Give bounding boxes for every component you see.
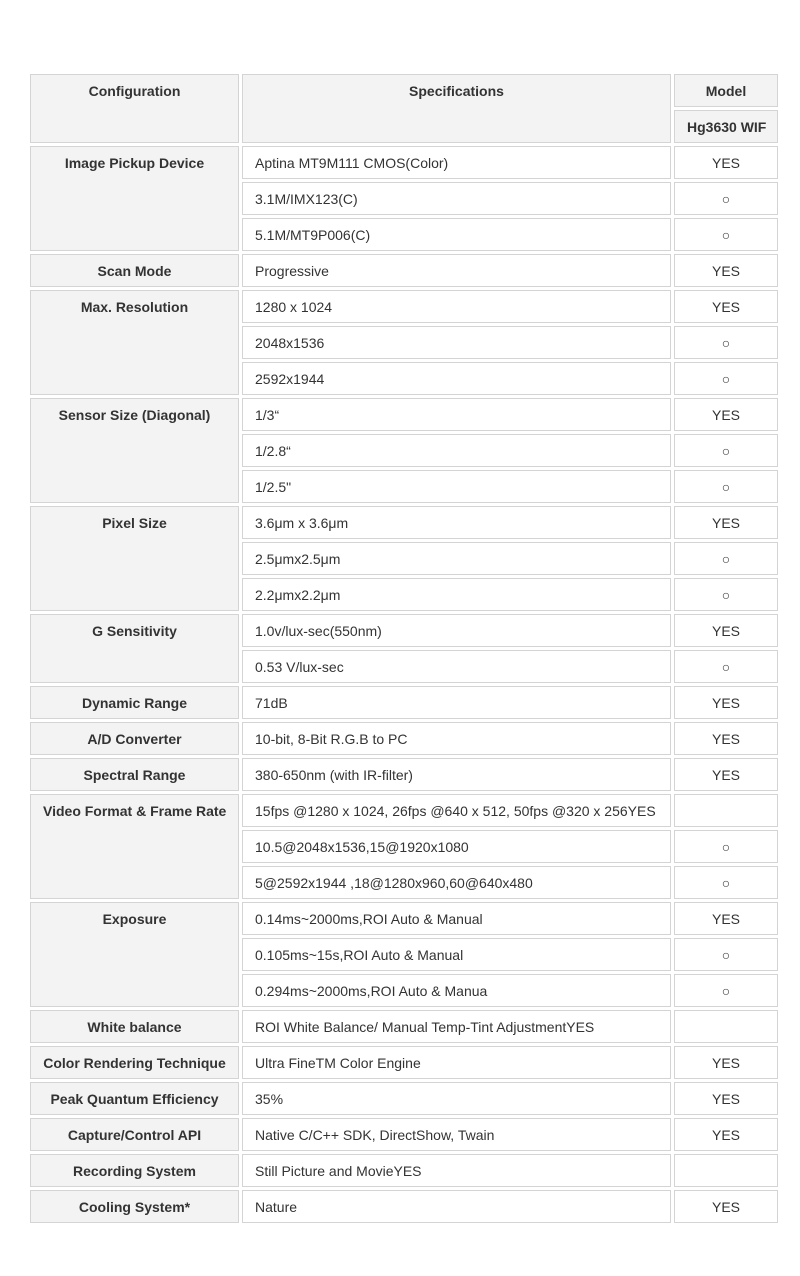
spec-value: 0.105ms~15s,ROI Auto & Manual: [242, 938, 671, 971]
header-configuration: Configuration: [30, 74, 239, 143]
spec-value: Ultra FineTM Color Engine: [242, 1046, 671, 1079]
model-value: ○: [674, 866, 778, 899]
model-value: ○: [674, 434, 778, 467]
config-label: Dynamic Range: [30, 686, 239, 719]
model-value: YES: [674, 722, 778, 755]
table-row: [30, 254, 778, 287]
spec-value: 71dB: [242, 686, 671, 719]
spec-value: 2592x1944: [242, 362, 671, 395]
model-value: ○: [674, 578, 778, 611]
table-row: [30, 1154, 778, 1187]
spec-value: 1/2.8“: [242, 434, 671, 467]
model-value: ○: [674, 542, 778, 575]
table-row: [30, 506, 778, 539]
spec-value: 5@2592x1944 ,18@1280x960,60@640x480: [242, 866, 671, 899]
table-row: [30, 902, 778, 935]
config-label: White balance: [30, 1010, 239, 1043]
spec-value: 380-650nm (with IR-filter): [242, 758, 671, 791]
table-row: [30, 758, 778, 791]
config-label: Recording System: [30, 1154, 239, 1187]
model-value: ○: [674, 830, 778, 863]
spec-value: 0.53 V/lux-sec: [242, 650, 671, 683]
spec-value: ROI White Balance/ Manual Temp-Tint AdjustmentYES: [242, 1010, 671, 1043]
config-label: G Sensitivity: [30, 614, 239, 683]
spec-table: [27, 71, 781, 1226]
table-row: [30, 398, 778, 431]
spec-value: 35%: [242, 1082, 671, 1115]
spec-value: 0.294ms~2000ms,ROI Auto & Manua: [242, 974, 671, 1007]
spec-value: 2.2μmx2.2μm: [242, 578, 671, 611]
config-label: Color Rendering Technique: [30, 1046, 239, 1079]
config-label: Capture/Control API: [30, 1118, 239, 1151]
model-value: [674, 1010, 778, 1043]
spec-value: 10.5@2048x1536,15@1920x1080: [242, 830, 671, 863]
spec-value: 3.1M/IMX123(C): [242, 182, 671, 215]
model-value: ○: [674, 218, 778, 251]
table-row: [30, 1010, 778, 1043]
spec-value: 3.6μm x 3.6μm: [242, 506, 671, 539]
model-value: ○: [674, 182, 778, 215]
spec-value: Nature: [242, 1190, 671, 1223]
config-label: Sensor Size (Diagonal): [30, 398, 239, 503]
model-value: YES: [674, 614, 778, 647]
table-row: [30, 1118, 778, 1151]
model-value: [674, 1154, 778, 1187]
table-row: [30, 146, 778, 179]
header-model: Model: [674, 74, 778, 107]
spec-value: 1/3“: [242, 398, 671, 431]
header-specifications: Specifications: [242, 74, 671, 143]
model-value: YES: [674, 1046, 778, 1079]
table-row: [30, 1082, 778, 1115]
model-value: ○: [674, 938, 778, 971]
spec-value: 2048x1536: [242, 326, 671, 359]
config-label: Max. Resolution: [30, 290, 239, 395]
spec-value: 1.0v/lux-sec(550nm): [242, 614, 671, 647]
model-value: YES: [674, 1118, 778, 1151]
model-value: YES: [674, 758, 778, 791]
table-row: [30, 290, 778, 323]
model-value: YES: [674, 254, 778, 287]
config-label: Exposure: [30, 902, 239, 1007]
spec-value: Progressive: [242, 254, 671, 287]
spec-value: 10-bit, 8-Bit R.G.B to PC: [242, 722, 671, 755]
spec-value: Native C/C++ SDK, DirectShow, Twain: [242, 1118, 671, 1151]
model-value: ○: [674, 974, 778, 1007]
spec-value: 0.14ms~2000ms,ROI Auto & Manual: [242, 902, 671, 935]
model-value: ○: [674, 470, 778, 503]
spec-value: 2.5μmx2.5μm: [242, 542, 671, 575]
table-row: [30, 1046, 778, 1079]
header-model-name: Hg3630 WIF: [674, 110, 778, 143]
model-value: YES: [674, 902, 778, 935]
spec-value: 15fps @1280 x 1024, 26fps @640 x 512, 50fps @320 x 256YES: [242, 794, 671, 827]
config-label: Spectral Range: [30, 758, 239, 791]
header-row: [30, 74, 778, 107]
config-label: Video Format & Frame Rate: [30, 794, 239, 899]
table-row: [30, 614, 778, 647]
spec-value: Aptina MT9M111 CMOS(Color): [242, 146, 671, 179]
model-value: [674, 794, 778, 827]
config-label: Cooling System*: [30, 1190, 239, 1223]
spec-value: Still Picture and MovieYES: [242, 1154, 671, 1187]
model-value: ○: [674, 326, 778, 359]
config-label: Pixel Size: [30, 506, 239, 611]
model-value: YES: [674, 1082, 778, 1115]
spec-value: 1280 x 1024: [242, 290, 671, 323]
model-value: YES: [674, 1190, 778, 1223]
model-value: YES: [674, 290, 778, 323]
table-row: [30, 722, 778, 755]
spec-table-container: [27, 71, 781, 1226]
config-label: Scan Mode: [30, 254, 239, 287]
config-label: Peak Quantum Efficiency: [30, 1082, 239, 1115]
model-value: ○: [674, 362, 778, 395]
table-row: [30, 1190, 778, 1223]
config-label: A/D Converter: [30, 722, 239, 755]
config-label: Image Pickup Device: [30, 146, 239, 251]
model-value: ○: [674, 650, 778, 683]
model-value: YES: [674, 506, 778, 539]
model-value: YES: [674, 398, 778, 431]
spec-table-body: [30, 74, 778, 1223]
model-value: YES: [674, 146, 778, 179]
table-row: [30, 686, 778, 719]
model-value: YES: [674, 686, 778, 719]
table-row: [30, 794, 778, 827]
spec-value: 1/2.5": [242, 470, 671, 503]
spec-value: 5.1M/MT9P006(C): [242, 218, 671, 251]
